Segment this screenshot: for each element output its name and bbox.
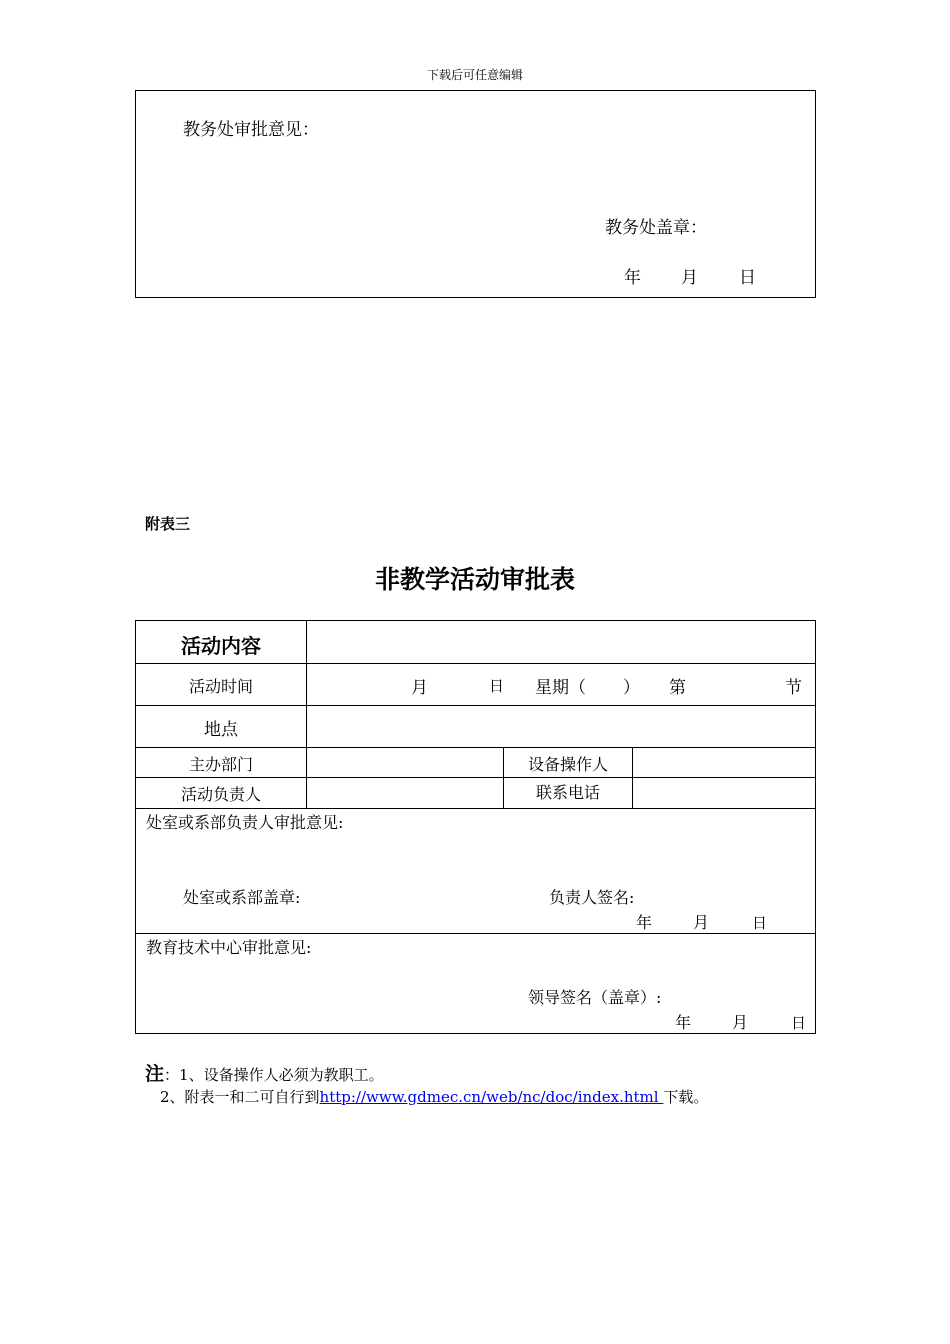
time-weekday-label: 星期（ — [535, 678, 586, 698]
etc-date-day: 日 — [791, 1014, 807, 1032]
time-month-label: 月 — [411, 678, 428, 698]
header-note: 下载后可任意编辑 — [426, 68, 523, 82]
contact-phone-field[interactable] — [633, 778, 815, 808]
contact-phone-label: 联系电话 — [535, 783, 600, 802]
time-period-suffix: 节 — [785, 678, 802, 698]
activity-approval-form — [135, 620, 816, 1034]
organizer-label: 主办部门 — [188, 755, 253, 774]
academic-date-year: 年 — [624, 268, 641, 288]
form-title: 非教学活动审批表 — [374, 565, 575, 594]
academic-affairs-approval-box — [135, 90, 816, 298]
activity-content-field[interactable] — [307, 621, 815, 663]
location-label: 地点 — [204, 720, 238, 740]
etc-signature-label: 领导签名（盖章）: — [528, 988, 662, 1007]
note-2-after: 下载。 — [663, 1088, 709, 1106]
note-1: 1、设备操作人必须为教职工。 — [179, 1066, 384, 1084]
time-period-prefix: 第 — [669, 678, 686, 698]
dept-date-year: 年 — [636, 913, 653, 932]
activity-time-label: 活动时间 — [188, 677, 253, 696]
activity-leader-label: 活动负责人 — [180, 785, 261, 804]
leader-signature-label: 负责人签名: — [549, 888, 635, 907]
notes-prefix: 注 — [145, 1063, 165, 1085]
location-field[interactable] — [307, 706, 815, 747]
academic-seal-label: 教务处盖章： — [605, 218, 707, 238]
download-link[interactable]: http://www.gdmec.cn/web/nc/doc/index.html — [319, 1088, 664, 1106]
appendix-label: 附表三 — [145, 515, 191, 533]
academic-opinion-label: 教务处审批意见： — [183, 120, 319, 140]
academic-date-day: 日 — [739, 268, 756, 288]
etc-date-month: 月 — [732, 1013, 749, 1032]
dept-opinion-label: 处室或系部负责人审批意见: — [146, 813, 344, 832]
time-day-label: 日 — [489, 677, 505, 695]
activity-time-field[interactable] — [307, 664, 815, 705]
notes-colon: ： — [164, 1066, 180, 1084]
dept-date-day: 日 — [752, 914, 768, 932]
etc-opinion-label: 教育技术中心审批意见: — [146, 938, 312, 957]
activity-content-label: 活动内容 — [181, 634, 261, 658]
academic-date-month: 月 — [681, 268, 698, 288]
time-weekday-close: ） — [623, 678, 640, 698]
note-2-before: 2、附表一和二可自行到 — [160, 1088, 320, 1106]
activity-leader-field[interactable] — [307, 778, 503, 808]
device-operator-label: 设备操作人 — [527, 755, 608, 774]
device-operator-field[interactable] — [633, 748, 815, 777]
notes-line-1 — [145, 1059, 384, 1086]
notes-line-2 — [160, 1086, 708, 1107]
organizer-field[interactable] — [307, 748, 503, 777]
dept-date-month: 月 — [693, 913, 710, 932]
etc-date-year: 年 — [675, 1013, 692, 1032]
dept-seal-label: 处室或系部盖章: — [183, 888, 301, 907]
